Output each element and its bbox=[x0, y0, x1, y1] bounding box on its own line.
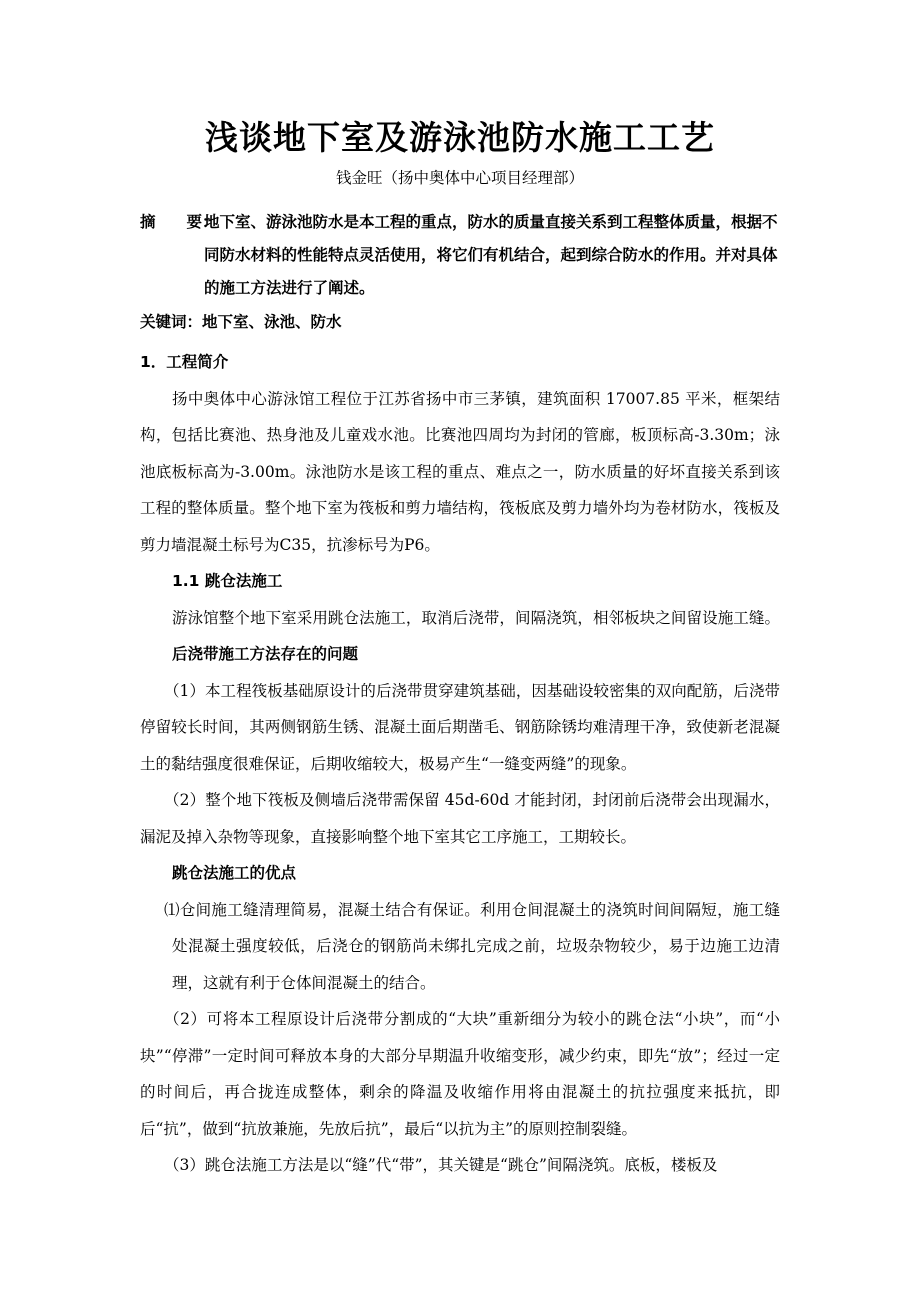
problem-1-paragraph: （1）本工程筏板基础原设计的后浇带贯穿建筑基础，因基础设较密集的双向配筋，后浇带停留较长时间，其两侧钢筋生锈、混凝土面后期凿毛、钢筋除锈均难清理干净，致使新老混凝土的黏结强度很难保证，后期收缩较大，极易产生“一缝变两缝”的现象。 bbox=[140, 681, 780, 773]
page-title: 浅谈地下室及游泳池防水施工工艺 bbox=[205, 118, 715, 157]
problem-2-paragraph: （2）整个地下筏板及侧墙后浇带需保留 45d-60d 才能封闭，封闭前后浇带会出现漏水，漏泥及掉入杂物等现象，直接影响整个地下室其它工序施工，工期较长。 bbox=[140, 791, 780, 846]
advantage-1-number: ⑴ bbox=[164, 900, 180, 919]
author-line: 钱金旺（扬中奥体中心项目经理部） bbox=[335, 169, 584, 187]
advantages-heading: 跳仓法施工的优点 bbox=[172, 864, 297, 882]
keywords-line: 关键词：地下室、泳池、防水 bbox=[140, 313, 342, 331]
advantage-1-text: 仓间施工缝清理简易，混凝土结合有保证。利用仓间混凝土的浇筑时间间隔短，施工缝处混凝土强度较低，后浇仓的钢筋尚未绑扎完成之前，垃圾杂物较少，易于边施工边清理，这就有利于仓体间混凝土的结合。 bbox=[172, 900, 780, 992]
body-text bbox=[140, 344, 780, 1184]
subsection-1-1-heading: 1.1 跳仓法施工 bbox=[172, 572, 283, 590]
advantage-2-paragraph: （2）可将本工程原设计后浇带分割成的“大块”重新细分为较小的跳仓法“小块”，而“小块”“停滞”一定时间可释放本身的大部分早期温升收缩变形，减少约束，即先“放”；经过一定的时间后，再合拢连成整体，剩余的降温及收缩作用将由混凝土的抗拉强度来抵抗，即后“抗”，做到“抗放兼施，先放后抗”，最后“以抗为主”的原则控制裂缝。 bbox=[140, 1010, 780, 1138]
subsection-1-1-text: 游泳馆整个地下室采用跳仓法施工，取消后浇带，间隔浇筑，相邻板块之间留设施工缝。 bbox=[172, 608, 780, 627]
abstract-block bbox=[140, 206, 780, 305]
advantage-1-paragraph bbox=[140, 892, 780, 1002]
section-1-heading: 1．工程简介 bbox=[140, 353, 229, 371]
subsection-1-1-paragraph bbox=[140, 600, 780, 673]
problems-heading: 后浇带施工方法存在的问题 bbox=[172, 645, 359, 663]
abstract-text: 地下室、游泳池防水是本工程的重点，防水的质量直接关系到工程整体质量，根据不同防水材料的性能特点灵活使用，将它们有机结合，起到综合防水的作用。并对具体的施工方法进行了阐述。 bbox=[204, 213, 778, 297]
section-1-paragraph: 扬中奥体中心游泳馆工程位于江苏省扬中市三茅镇，建筑面积 17007.85 平米，框架结构，包括比赛池、热身池及儿童戏水池。比赛池四周均为封闭的管廊，板顶标高-3.30m；泳池底板标高为-3.00m。泳池防水是该工程的重点、难点之一，防水质量的好坏直接关系到该工程的整体质量。整个地下室为筏板和剪力墙结构，筏板底及剪力墙外均为卷材防水，筏板及剪力墙混凝土标号为C35，抗渗标号为P6。 bbox=[140, 389, 780, 554]
abstract-label: 摘 要： bbox=[140, 213, 218, 231]
advantage-3-paragraph: （3）跳仓法施工方法是以“缝”代“带”，其关键是“跳仓”间隔浇筑。底板，楼板及 bbox=[164, 1156, 718, 1174]
